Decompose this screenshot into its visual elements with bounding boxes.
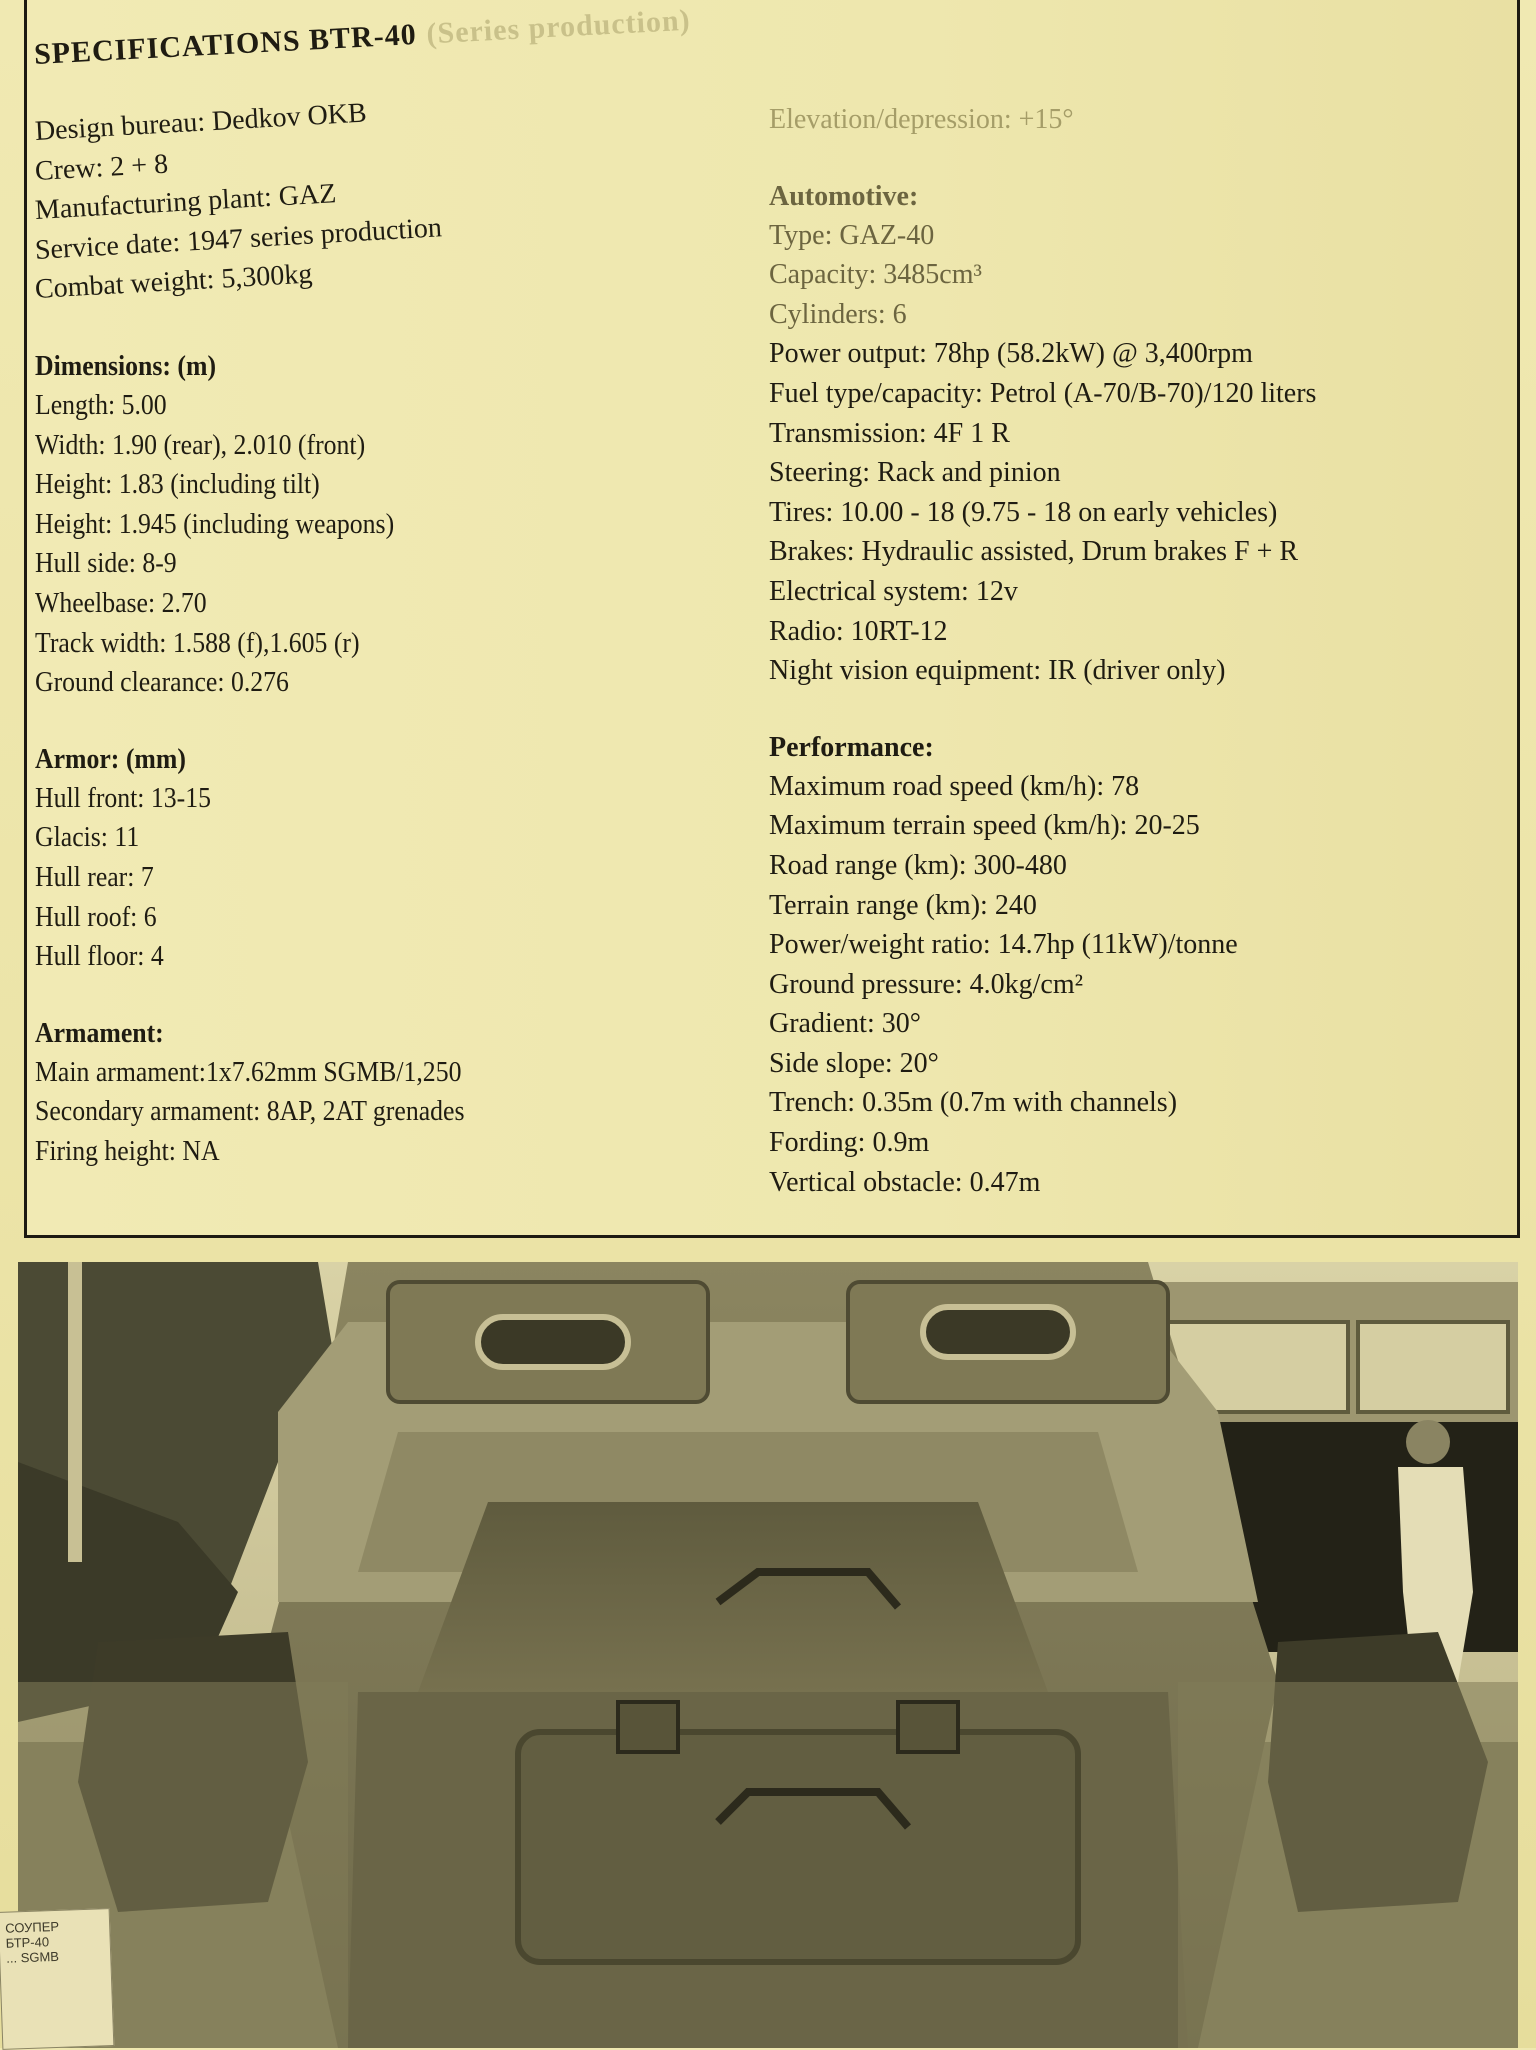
right-column <box>769 100 1509 1202</box>
spec-line: Secondary armament: 8AP, 2AT grenades <box>35 1096 465 1128</box>
spec-line: Main armament:1x7.62mm SGMB/1,250 <box>35 1056 462 1088</box>
museum-plaque <box>0 1908 114 2050</box>
spec-line: Capacity: 3485cm³ <box>769 259 982 291</box>
armament-heading: Armament: <box>35 1017 164 1049</box>
spec-line: Hull side: 8-9 <box>35 548 177 580</box>
btr40-photo-illustration <box>18 1262 1518 2048</box>
armor-section <box>35 741 755 977</box>
spec-line: Transmission: 4F 1 R <box>769 417 1010 449</box>
spec-line: Design bureau: Dedkov OKB <box>34 97 368 147</box>
plaque-line: СОУПЕР БТР-40 <box>4 1918 60 1951</box>
spec-line: Firing height: NA <box>35 1135 220 1167</box>
spec-line: Power/weight ratio: 14.7hp (11kW)/tonne <box>769 929 1238 961</box>
spec-line: Maximum road speed (km/h): 78 <box>769 770 1140 802</box>
specifications-box <box>24 0 1520 1238</box>
spec-line: Glacis: 11 <box>35 822 140 854</box>
spec-line: Width: 1.90 (rear), 2.010 (front) <box>35 429 366 461</box>
specifications-title <box>33 4 691 72</box>
spec-line: Radio: 10RT-12 <box>769 615 948 647</box>
spec-line: Brakes: Hydraulic assisted, Drum brakes F + R <box>769 536 1299 568</box>
spec-line: Height: 1.945 (including weapons) <box>35 508 395 540</box>
spec-line: Hull rear: 7 <box>35 861 154 893</box>
elevation-line: Elevation/depression: +15° <box>769 104 1074 135</box>
spec-line: Ground clearance: 0.276 <box>35 667 289 699</box>
spec-line: Manufacturing plant: GAZ <box>34 178 338 227</box>
spec-line: Road range (km): 300-480 <box>769 849 1067 881</box>
spec-line: Fording: 0.9m <box>769 1127 930 1159</box>
performance-section <box>769 729 1509 1203</box>
performance-heading: Performance: <box>769 731 934 763</box>
spec-line: Tires: 10.00 - 18 (9.75 - 18 on early vehicles) <box>769 496 1278 528</box>
spec-line: Gradient: 30° <box>769 1008 921 1040</box>
spec-line: Trench: 0.35m (0.7m with channels) <box>769 1087 1178 1119</box>
dimensions-heading: Dimensions: (m) <box>35 350 217 382</box>
automotive-section <box>769 178 1509 691</box>
spec-line: Maximum terrain speed (km/h): 20-25 <box>769 810 1200 842</box>
spec-line: Side slope: 20° <box>769 1047 939 1079</box>
left-column <box>34 97 755 1171</box>
service-date-text: Service date: 1947 series production <box>34 212 443 266</box>
spec-line: Hull front: 13-15 <box>35 782 212 814</box>
title-suffix: (Series production) <box>425 3 692 51</box>
dimensions-section <box>35 348 755 703</box>
spec-line: Power output: 78hp (58.2kW) @ 3,400rpm <box>769 338 1253 370</box>
plaque-line: ... SGMB <box>5 1948 60 1966</box>
spec-line: Fuel type/capacity: Petrol (A-70/B-70)/120 liters <box>769 377 1317 409</box>
spec-line: Combat weight: 5,300kg <box>34 258 314 306</box>
spec-line: Wheelbase: 2.70 <box>35 587 207 619</box>
spec-line: Hull floor: 4 <box>35 941 164 973</box>
general-section <box>34 97 755 310</box>
armament-section <box>35 1015 755 1172</box>
spec-line: Electrical system: 12v <box>769 575 1018 607</box>
spec-line: Crew: 2 + 8 <box>34 148 169 187</box>
spec-line: Cylinders: 6 <box>769 298 907 330</box>
spec-line: Vertical obstacle: 0.47m <box>769 1166 1041 1198</box>
spec-line: Type: GAZ-40 <box>769 219 935 251</box>
spec-line: Terrain range (km): 240 <box>769 889 1037 921</box>
spec-line: Night vision equipment: IR (driver only) <box>769 655 1226 687</box>
elevation-section <box>769 100 1509 140</box>
spec-line: Length: 5.00 <box>35 389 167 421</box>
armor-heading: Armor: (mm) <box>35 743 186 775</box>
spec-line: Hull roof: 6 <box>35 901 157 933</box>
spec-line: Height: 1.83 (including tilt) <box>35 469 320 501</box>
spec-line: Track width: 1.588 (f),1.605 (r) <box>35 627 360 659</box>
title-text: SPECIFICATIONS BTR-40 <box>33 18 418 72</box>
vehicle-photo <box>18 1262 1518 2048</box>
spec-line: Ground pressure: 4.0kg/cm² <box>769 968 1084 1000</box>
automotive-heading: Automotive: <box>769 180 919 212</box>
spec-line: Steering: Rack and pinion <box>769 457 1061 489</box>
